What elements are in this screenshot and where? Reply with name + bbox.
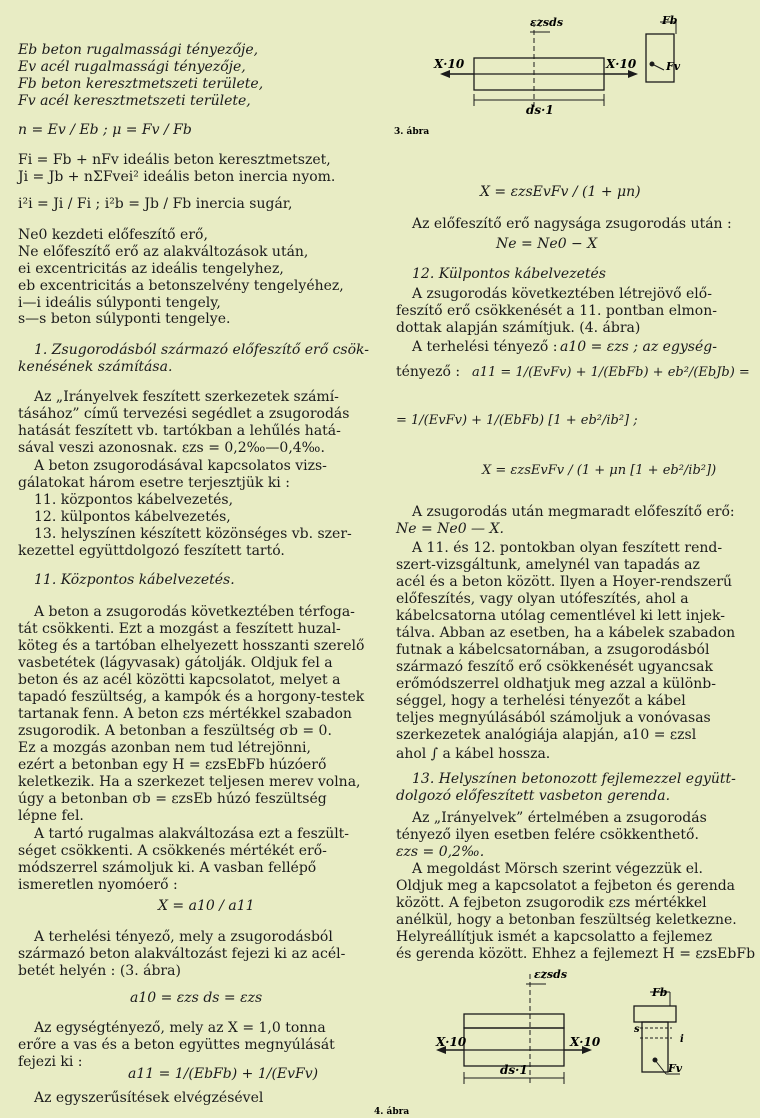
para-5-line: teljes megnyúlásából számoljuk a vonóvasas: [396, 710, 711, 726]
def-ei: ei excentricitás az ideális tengelyhez,: [18, 261, 284, 277]
fig3-dimension: ds·1: [526, 103, 554, 117]
fig4-s-label: s: [634, 1024, 640, 1035]
para-7-line: Helyreállítjuk ismét a kapcsolatto a fejlemez: [396, 929, 713, 945]
para-6-line: fejezi ki :: [18, 1054, 83, 1070]
para-3-line: keletkezik. Ha a szerkezet teljesen merev volna,: [18, 774, 361, 790]
fig3-force-right: X·10: [606, 57, 637, 71]
eq-a11-right-1: a11 = 1/(EvFv) + 1/(EbFb) + eb²/(EbJb) =: [472, 365, 750, 380]
fig4-dimension: ds·1: [500, 1063, 528, 1077]
para-4-line: A tartó rugalmas alakváltozása ezt a feszült-: [34, 826, 350, 842]
para-unit-label: tényező :: [396, 364, 461, 380]
def-ne0: Ne0 kezdeti előfeszítő erő,: [18, 227, 208, 243]
section-13-title-2: dolgozó előfeszített vasbeton gerenda.: [396, 788, 671, 804]
section-12-title: 12. Külpontos kábelvezetés: [412, 266, 606, 282]
para-2-line: gálatokat három esetre terjesztjük ki :: [18, 475, 290, 491]
eq-x: X = a10 / a11: [158, 898, 255, 914]
fig3-fb: Fb: [662, 14, 678, 27]
para-12-line: A zsugorodás következtében létrejövő elő-: [412, 286, 712, 302]
para-3-line: tartanak fenn. A beton εzs mértékkel szabadon: [18, 706, 352, 722]
para-3-line: A beton a zsugorodás következtében térfoga-: [34, 604, 355, 620]
para-2-line: A beton zsugorodásával kapcsolatos vizs-: [34, 458, 327, 474]
para-5-line: erőmódszerrel oldhatjuk meg azzal a különb-: [396, 676, 716, 692]
fig3-cross-section: [646, 34, 674, 82]
fig4-fb: Fb: [652, 986, 668, 999]
para-5-line: származó feszítő erő csökkenését ugyancsak: [396, 659, 714, 675]
eq-ji: Ji = Jb + nΣFvei² ideális beton inercia nyom.: [18, 169, 336, 185]
slab-outline: [464, 1014, 564, 1028]
para-remaining-eq: Ne = Ne0 — X.: [396, 521, 504, 537]
para-4-line: ismeretlen nyomóerő :: [18, 877, 178, 893]
para-3-line: úgy a betonban σb = εzsEb húzó feszültség: [18, 791, 327, 807]
para-5-line: acél és a beton között. Ilyen a Hoyer-rendszerű: [396, 574, 732, 590]
def-fv: Fv acél keresztmetszeti területe,: [18, 93, 251, 109]
def-ss: s—s beton súlyponti tengelye.: [18, 311, 231, 327]
eq-a11: a11 = 1/(EbFb) + 1/(EvFv): [128, 1066, 319, 1082]
fig4-slab-section: [634, 1006, 676, 1022]
def-eb: Eb beton rugalmassági tényezője,: [18, 42, 259, 58]
def-ne: Ne előfeszítő erő az alakváltozások után,: [18, 244, 309, 260]
section-1-title-2: kenésének számítása.: [18, 359, 173, 375]
para-12-line: dottak alapján számítjuk. (4. ábra): [396, 320, 641, 336]
beam-outline: [464, 1028, 564, 1066]
para-5-line: betét helyén : (3. ábra): [18, 963, 181, 979]
eq-x2: X = εzsEvFv / (1 + μn [1 + eb²/ib²]): [482, 463, 717, 478]
para-3-line: ezért a betonban egy H = εzsEbFb húzóerő: [18, 757, 327, 773]
fig3-shrink-label: εzsds: [530, 16, 564, 29]
def-eb2: eb excentricitás a betonszelvény tengelyéhez,: [18, 278, 344, 294]
para-6-line: erőre a vas és a beton együttes megnyúlását: [18, 1037, 335, 1053]
fig3-fv: Fv: [666, 60, 681, 73]
fig4-fv: Fv: [668, 1062, 683, 1075]
para-3-line: vasbetétek (lágyvasak) gátolják. Oldjuk fel a: [18, 655, 333, 671]
section-13-title: 13. Helyszínen betonozott fejlemezzel együtt-: [412, 771, 736, 787]
eq-inertia: i²i = Ji / Fi ; i²b = Jb / Fb inercia sugár,: [18, 196, 293, 212]
para-3-line: beton és az acél közötti kapcsolatot, melyet a: [18, 672, 341, 688]
section-1-title: 1. Zsugorodásból származó előfeszítő erő csök-: [34, 342, 370, 358]
eq-n-mu: n = Ev / Eb ; μ = Fv / Fb: [18, 122, 192, 138]
eq-fi: Fi = Fb + nFv ideális beton keresztmetszet,: [18, 152, 331, 168]
para-3-line: tát csökkenti. Ezt a mozgást a feszített huzal-: [18, 621, 341, 637]
para-1-line: hatását feszített vb. tartókban a lehűlés hatá-: [18, 423, 341, 439]
fig4-force-left: X·10: [436, 1035, 467, 1049]
para-7-line: Oldjuk meg a kapcsolatot a fejbeton és gerenda: [396, 878, 736, 894]
fig4-force-right: X·10: [570, 1035, 601, 1049]
para-4-line: séget csökkenti. A csökkenés mértékét erő-: [18, 843, 327, 859]
para-5-line: futnak a kábelcsatornában, a zsugorodásból: [396, 642, 710, 658]
arrow-left-icon: [440, 70, 450, 78]
para-ahol-line: ahol ∫ a kábel hossza.: [396, 746, 551, 762]
def-ev: Ev acél rugalmassági tényezője,: [18, 59, 246, 75]
para-5-line: tálva. Abban az esetben, ha a kábelek szabadon: [396, 625, 736, 641]
arrow-right-icon: [628, 70, 638, 78]
figure-3: [394, 12, 756, 137]
para-3-line: zsugorodik. A betonban a feszültség σb = 0.: [18, 723, 332, 739]
eq-x-right: X = εzsEvFv / (1 + μn): [480, 184, 641, 200]
list-item: 11. központos kábelvezetés,: [34, 492, 234, 508]
para-3-line: Ez a mozgás azonban nem tud létrejönni,: [18, 740, 311, 756]
fig4-beam-section: [642, 1022, 668, 1072]
section-11-title: 11. Központos kábelvezetés.: [34, 572, 235, 588]
fig4-caption: 4. ábra: [374, 1107, 410, 1117]
fig3-caption: 3. ábra: [394, 127, 430, 137]
eq-a10-right: a10 = εzs ; az egység-: [560, 339, 717, 355]
fig4-shrink-label: εzsds: [534, 968, 568, 981]
para-4-line: módszerrel számoljuk ki. A vasban fellépő: [18, 860, 317, 876]
para-5-line: származó beton alakváltozást fejezi ki az acél-: [18, 946, 346, 962]
list-item: 13. helyszínen készített közönséges vb. szer-: [34, 526, 352, 542]
para-5-line: séggel, hogy a terhelési tényezőt a kábel: [396, 693, 686, 709]
eq-ne: Ne = Ne0 − X: [496, 236, 598, 252]
para-3-line: köteg és a tartóban elhelyezett hosszanti szerelő: [18, 638, 365, 654]
eq-a10: a10 = εzs ds = εzs: [130, 990, 263, 1006]
para-5-line: A 11. és 12. pontokban olyan feszített rend-: [412, 540, 723, 556]
para-6-line: tényező ilyen esetben felére csökkenthető.: [396, 827, 699, 843]
para-5-line: előfeszítés, vagy olyan utófeszítés, ahol a: [396, 591, 689, 607]
para-5-line: szerkezetek analógiája alapján, a10 = εzsl: [396, 727, 697, 743]
para-3-line: lépne fel.: [18, 808, 84, 824]
para-5-line: A terhelési tényező, mely a zsugorodásból: [34, 929, 333, 945]
para-load-label: A terhelési tényező :: [412, 339, 558, 355]
list-item: kezettel együttdolgozó feszített tartó.: [18, 543, 285, 559]
para-remaining-line: A zsugorodás után megmaradt előfeszítő erő:: [412, 504, 735, 520]
def-fb: Fb beton keresztmetszeti területe,: [18, 76, 264, 92]
para-7-line: anélkül, hogy a betonban feszültség keletkezne.: [396, 912, 737, 928]
para-5-line: kábelcsatorna utólag cementlével ki lett injek-: [396, 608, 725, 624]
para-12-line: feszítő erő csökkenését a 11. pontban elmon-: [396, 303, 717, 319]
para-7-line: A megoldást Mörsch szerint végezzük el.: [412, 861, 703, 877]
eq-a11-right-2: = 1/(EvFv) + 1/(EbFb) [1 + eb²/ib²] ;: [396, 413, 638, 428]
para-6-line: Az egységtényező, mely az X = 1,0 tonna: [34, 1020, 326, 1036]
fig4-i-label: i: [680, 1034, 684, 1045]
para-5-line: szert-vizsgáltunk, amelynél van tapadás az: [396, 557, 700, 573]
para-1-line: sával veszi azonosnak. εzs = 0,2‰—0,4‰.: [18, 440, 325, 456]
list-item: 12. külpontos kábelvezetés,: [34, 509, 231, 525]
para-6-eq: εzs = 0,2‰.: [396, 844, 485, 860]
fig3-force-left: X·10: [434, 57, 465, 71]
para-6-line: Az „Irányelvek” értelmében a zsugorodás: [412, 810, 707, 826]
para-7-line: között. A fejbeton zsugorodik εzs mértékkel: [396, 895, 707, 911]
def-ii: i—i ideális súlyponti tengely,: [18, 295, 221, 311]
figure-4: [374, 966, 750, 1117]
para-7-line: Az egyszerűsítések elvégzésével: [34, 1090, 264, 1106]
para-ne-line: Az előfeszítő erő nagysága zsugorodás után :: [412, 216, 732, 232]
para-3-line: tapadó feszültség, a kampók és a horgony-testek: [18, 689, 365, 705]
para-1-line: Az „Irányelvek feszített szerkezetek számí-: [34, 389, 339, 405]
para-7-line: és gerenda között. Ehhez a fejlemezt H = εzsEbFb: [396, 946, 756, 962]
para-1-line: tásához” című tervezési segédlet a zsugorodás: [18, 406, 350, 422]
